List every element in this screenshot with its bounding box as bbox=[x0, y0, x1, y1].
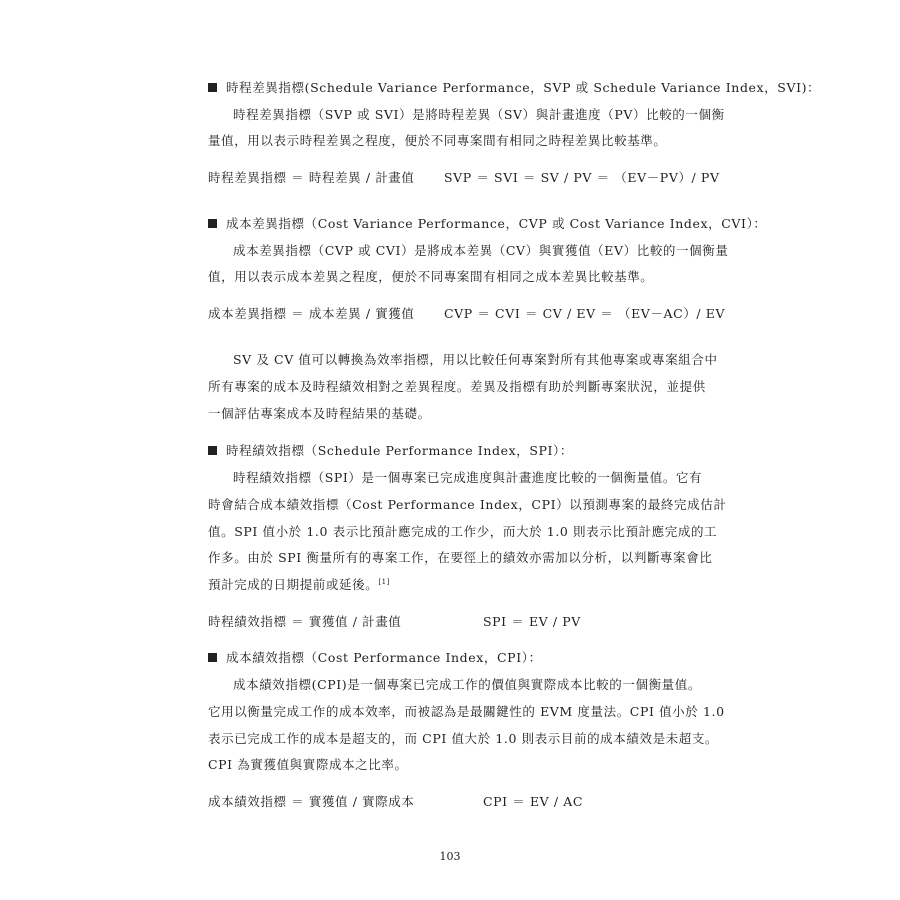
formula-left: 成本差異指標 ＝ 成本差異 / 實獲值 bbox=[208, 306, 415, 321]
citation-ref[interactable]: [1] bbox=[378, 577, 391, 586]
heading-svp bbox=[208, 78, 820, 96]
paragraph-line bbox=[208, 575, 390, 593]
paragraph-line: 值。SPI 值小於 1.0 表示比預計應完成的工作少，而大於 1.0 則表示比預計應完成的工 bbox=[208, 524, 718, 539]
heading-text: 時程差異指標(Schedule Variance Performance，SVP 或 Schedule Variance Index，SVI)： bbox=[226, 80, 821, 95]
paragraph-line: 時程差異指標（SVP 或 SVI）是將時程差異（SV）與計畫進度（PV）比較的一個衡 bbox=[233, 107, 725, 122]
heading-cvp bbox=[208, 214, 767, 232]
formula-left: 時程差異指標 ＝ 時程差異 / 計畫值 bbox=[208, 170, 415, 185]
formula-cvp bbox=[208, 304, 726, 322]
paragraph-line: 所有專案的成本及時程績效相對之差異程度。差異及指標有助於判斷專案狀況，並提供 bbox=[208, 379, 706, 394]
paragraph-line: 表示已完成工作的成本是超支的，而 CPI 值大於 1.0 則表示目前的成本績效是未超支。 bbox=[208, 731, 719, 746]
paragraph-text: 預計完成的日期提前或延後。 bbox=[208, 577, 379, 592]
bullet-icon bbox=[208, 219, 217, 228]
bullet-icon bbox=[208, 83, 217, 92]
formula-spi bbox=[208, 612, 581, 630]
formula-left: 成本績效指標 ＝ 實獲值 / 實際成本 bbox=[208, 794, 415, 809]
formula-left: 時程績效指標 ＝ 實獲值 / 計畫值 bbox=[208, 614, 402, 629]
paragraph-line: 時會結合成本績效指標（Cost Performance Index，CPI）以預測專案的最終完成估計 bbox=[208, 497, 727, 512]
paragraph-line: SV 及 CV 值可以轉換為效率指標，用以比較任何專案對所有其他專案或專案組合中 bbox=[233, 352, 718, 367]
formula-cpi bbox=[208, 792, 584, 810]
paragraph-line: 量值，用以表示時程差異之程度，便於不同專案間有相同之時程差異比較基準。 bbox=[208, 133, 667, 148]
paragraph-line: 一個評估專案成本及時程結果的基礎。 bbox=[208, 406, 431, 421]
formula-svp bbox=[208, 168, 720, 186]
heading-cpi bbox=[208, 648, 542, 666]
formula-right: CVP ＝ CVI ＝ CV / EV ＝ （EV－AC）/ EV bbox=[444, 306, 726, 321]
paragraph-line: 作多。由於 SPI 衡量所有的專案工作，在要徑上的績效亦需加以分析，以判斷專案會比 bbox=[208, 550, 713, 565]
paragraph-line: CPI 為實獲值與實際成本之比率。 bbox=[208, 757, 408, 772]
formula-right: SPI ＝ EV / PV bbox=[483, 614, 581, 629]
formula-right: CPI ＝ EV / AC bbox=[483, 794, 584, 809]
heading-spi bbox=[208, 441, 573, 459]
heading-text: 時程績效指標（Schedule Performance Index，SPI）： bbox=[226, 443, 574, 458]
formula-right: SVP ＝ SVI ＝ SV / PV ＝ （EV－PV）/ PV bbox=[444, 170, 720, 185]
heading-text: 成本績效指標（Cost Performance Index，CPI）： bbox=[226, 650, 542, 665]
page-number: 103 bbox=[439, 850, 461, 863]
paragraph-line: 成本差異指標（CVP 或 CVI）是將成本差異（CV）與實獲值（EV）比較的一個衡量 bbox=[233, 243, 729, 258]
paragraph-line: 成本績效指標(CPI)是一個專案已完成工作的價值與實際成本比較的一個衡量值。 bbox=[233, 677, 701, 692]
heading-text: 成本差異指標（Cost Variance Performance，CVP 或 Cost Variance Index，CVI）： bbox=[226, 216, 767, 231]
paragraph-line: 它用以衡量完成工作的成本效率，而被認為是最關鍵性的 EVM 度量法。CPI 值小於 1.0 bbox=[208, 704, 725, 719]
paragraph-line: 值，用以表示成本差異之程度，便於不同專案間有相同之成本差異比較基準。 bbox=[208, 269, 654, 284]
bullet-icon bbox=[208, 446, 217, 455]
bullet-icon bbox=[208, 653, 217, 662]
paragraph-line: 時程績效指標（SPI）是一個專案已完成進度與計畫進度比較的一個衡量值。它有 bbox=[233, 470, 703, 485]
